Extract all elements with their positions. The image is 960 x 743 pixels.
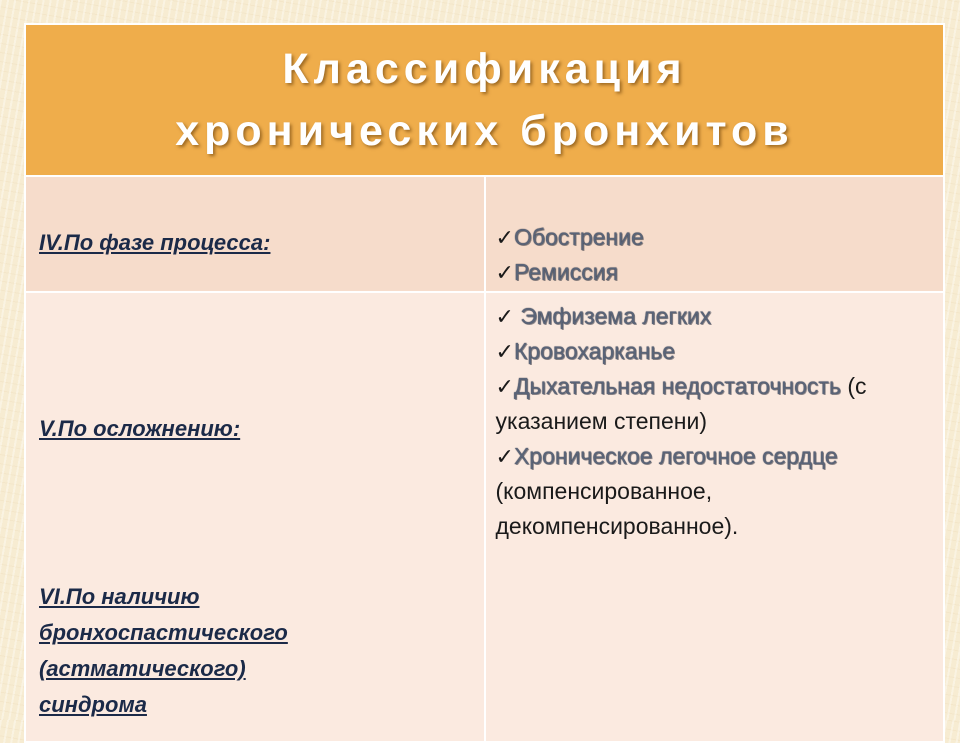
list-item: ✓Ремиссия	[495, 259, 619, 285]
check-icon: ✓	[495, 304, 514, 329]
list-item: ✓Кровохарканье	[495, 338, 676, 364]
list-item: ✓Дыхательная недостаточность (с указанием степени)	[495, 373, 867, 434]
check-icon: ✓	[495, 444, 514, 469]
bronchospastic-label-4: синдрома	[39, 692, 147, 717]
title-cell	[25, 24, 944, 176]
row-values-cell	[485, 176, 945, 292]
row-label-cell	[25, 176, 485, 292]
classification-table	[24, 23, 945, 743]
check-icon: ✓	[495, 339, 514, 364]
bronchospastic-label-2: бронхоспастического	[39, 620, 288, 645]
complication-list	[486, 299, 944, 544]
check-icon: ✓	[495, 225, 514, 250]
bronchospastic-label-3: (астматического)	[39, 656, 246, 681]
phase-label: IV.По фазе процесса:	[39, 230, 271, 255]
check-icon: ✓	[495, 374, 514, 399]
row-values-cell	[485, 292, 945, 742]
complication-label: V.По осложнению:	[39, 416, 241, 441]
phase-list	[486, 220, 944, 290]
table-row-complications	[25, 292, 944, 742]
list-item: ✓Хроническое легочное сердце (компенсированное, декомпенсированное).	[495, 443, 838, 539]
bronchospastic-label-1: VI.По наличию	[39, 584, 200, 609]
list-item: ✓Обострение	[495, 224, 644, 250]
table-row-phase	[25, 176, 944, 292]
title-line-1: Классификация	[282, 45, 687, 93]
title-line-2: хронических бронхитов	[175, 107, 794, 155]
row-label-cell	[25, 292, 485, 742]
list-item: ✓ Эмфизема легких	[495, 303, 712, 329]
check-icon: ✓	[495, 260, 514, 285]
